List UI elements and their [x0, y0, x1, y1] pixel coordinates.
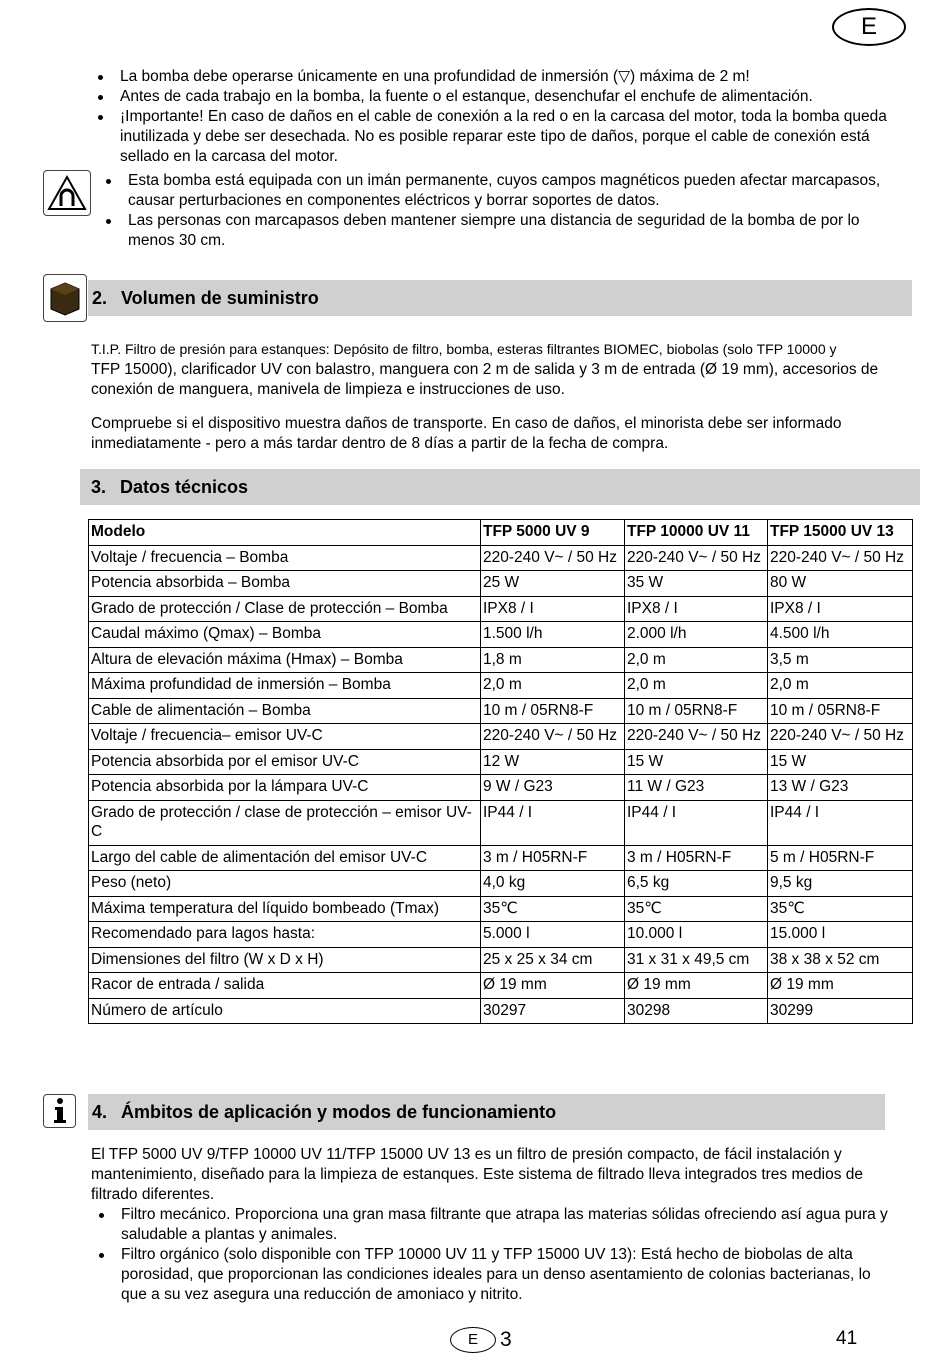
table-cell: 220-240 V~ / 50 Hz — [481, 724, 625, 750]
table-cell: Ø 19 mm — [625, 973, 768, 999]
table-cell: Recomendado para lagos hasta: — [89, 922, 481, 948]
table-row — [89, 596, 913, 622]
table-row — [89, 871, 913, 897]
table-row — [89, 896, 913, 922]
section-4-header — [88, 1094, 885, 1130]
list-item: Las personas con marcapasos deben mantener siempre una distancia de seguridad de la bomba de por lo menos 30 cm. — [100, 211, 900, 251]
delivery-contents — [91, 339, 913, 400]
table-cell: Racor de entrada / salida — [89, 973, 481, 999]
list-item: ¡Importante! En caso de daños en el cable de conexión a la red o en la carcasa del motor, toda la bomba queda inutilizada y debe ser desechada. No es posible reparar este tipo de daños, porque el cable de conexión está sellado en la carcasa del motor. — [92, 107, 912, 167]
table-cell: 35℃ — [625, 896, 768, 922]
table-cell: 220-240 V~ / 50 Hz — [768, 545, 913, 571]
table-cell: Largo del cable de alimentación del emisor UV-C — [89, 845, 481, 871]
table-header-cell: TFP 5000 UV 9 — [481, 520, 625, 546]
table-cell: 12 W — [481, 749, 625, 775]
table-cell: 2.000 l/h — [625, 622, 768, 648]
table-cell: Potencia absorbida – Bomba — [89, 571, 481, 597]
table-cell: 35℃ — [768, 896, 913, 922]
table-cell: 15 W — [625, 749, 768, 775]
table-row — [89, 998, 913, 1024]
table-cell: Altura de elevación máxima (Hmax) – Bomba — [89, 647, 481, 673]
table-cell: 5 m / H05RN-F — [768, 845, 913, 871]
list-item: Filtro orgánico (solo disponible con TFP 10000 UV 11 y TFP 15000 UV 13): Está hecho de biobolas de alta porosidad, que proporcionan las condiciones ideales para un denso asentamiento de colonias bacterianas, lo que a su vez asegura una reducción de amoniaco y nitrito. — [93, 1245, 898, 1305]
table-row — [89, 800, 913, 845]
table-cell: 31 x 31 x 49,5 cm — [625, 947, 768, 973]
table-cell: 10 m / 05RN8-F — [481, 698, 625, 724]
table-cell: 11 W / G23 — [625, 775, 768, 801]
transport-damage-text: Compruebe si el dispositivo muestra daños de transporte. En caso de daños, el minorista debe ser informado inmediatamente - pero a más tardar dentro de 8 días a partir de la fecha de compra. — [91, 415, 842, 452]
section-title: Datos técnicos — [120, 477, 249, 497]
table-cell: 3,5 m — [768, 647, 913, 673]
table-row — [89, 622, 913, 648]
table-cell: Ø 19 mm — [481, 973, 625, 999]
table-cell: Peso (neto) — [89, 871, 481, 897]
table-cell: Grado de protección / clase de protección – emisor UV-C — [89, 800, 481, 845]
table-cell: 35 W — [625, 571, 768, 597]
table-row — [89, 571, 913, 597]
table-header-cell: TFP 15000 UV 13 — [768, 520, 913, 546]
section-number: 2. — [92, 288, 108, 308]
table-cell: 220-240 V~ / 50 Hz — [625, 545, 768, 571]
table-cell: 3 m / H05RN-F — [481, 845, 625, 871]
filter-media-list — [93, 1205, 898, 1305]
table-cell: Potencia absorbida por el emisor UV-C — [89, 749, 481, 775]
table-row — [89, 922, 913, 948]
table-cell: Ø 19 mm — [768, 973, 913, 999]
applications-intro: El TFP 5000 UV 9/TFP 10000 UV 11/TFP 15000 UV 13 es un filtro de presión compacto, de fácil instalación y mantenimiento, diseñado para la limpieza de estanques. Este sistema de filtrado lleva integrados tres medios de filtrado diferentes. — [91, 1146, 863, 1203]
table-cell: IP44 / I — [768, 800, 913, 845]
table-header-row — [89, 520, 913, 546]
warning-list — [92, 67, 912, 167]
table-cell: 30299 — [768, 998, 913, 1024]
table-row — [89, 749, 913, 775]
table-row — [89, 673, 913, 699]
package-icon — [43, 274, 87, 322]
table-cell: Voltaje / frecuencia– emisor UV-C — [89, 724, 481, 750]
table-cell: 5.000 l — [481, 922, 625, 948]
table-cell: IPX8 / I — [768, 596, 913, 622]
section-title: Ámbitos de aplicación y modos de funcionamiento — [121, 1102, 557, 1122]
table-cell: 220-240 V~ / 50 Hz — [625, 724, 768, 750]
section-number: 4. — [92, 1102, 108, 1122]
table-cell: 9 W / G23 — [481, 775, 625, 801]
table-cell: 25 x 25 x 34 cm — [481, 947, 625, 973]
list-item: Filtro mecánico. Proporciona una gran masa filtrante que atrapa las materias sólidas ofreciendo así agua pura y saludable a plantas y animales. — [93, 1205, 898, 1245]
table-cell: 1,8 m — [481, 647, 625, 673]
delivery-text: TFP 15000), clarificador UV con balastro, manguera con 2 m de salida y 3 m de entrada (Ø 19 mm), accesorios de conexión de manguera, manivela de limpieza e instrucciones de uso. — [91, 361, 879, 398]
table-row — [89, 698, 913, 724]
list-item: Antes de cada trabajo en la bomba, la fuente o el estanque, desenchufar el enchufe de alimentación. — [92, 87, 912, 107]
table-cell: 2,0 m — [768, 673, 913, 699]
table-row — [89, 845, 913, 871]
table-row — [89, 947, 913, 973]
magnet-warning-icon — [43, 170, 91, 216]
table-cell: Potencia absorbida por la lámpara UV-C — [89, 775, 481, 801]
table-row — [89, 775, 913, 801]
table-row — [89, 973, 913, 999]
section-number: 3. — [91, 477, 107, 497]
table-cell: 3 m / H05RN-F — [625, 845, 768, 871]
table-cell: 1.500 l/h — [481, 622, 625, 648]
table-cell: Cable de alimentación – Bomba — [89, 698, 481, 724]
table-cell: 6,5 kg — [625, 871, 768, 897]
list-item: Esta bomba está equipada con un imán permanente, cuyos campos magnéticos pueden afectar marcapasos, causar perturbaciones en componentes eléctricos y borrar soportes de datos. — [100, 171, 900, 211]
table-cell: 15.000 l — [768, 922, 913, 948]
table-cell: IPX8 / I — [625, 596, 768, 622]
table-cell: IP44 / I — [481, 800, 625, 845]
info-icon — [43, 1094, 76, 1128]
table-cell: 80 W — [768, 571, 913, 597]
table-cell: 13 W / G23 — [768, 775, 913, 801]
table-cell: Número de artículo — [89, 998, 481, 1024]
table-cell: 30297 — [481, 998, 625, 1024]
table-cell: 30298 — [625, 998, 768, 1024]
section-3-header — [80, 469, 920, 505]
footer-language-badge: E — [450, 1327, 496, 1353]
table-cell: 10 m / 05RN8-F — [625, 698, 768, 724]
table-header-cell: TFP 10000 UV 11 — [625, 520, 768, 546]
table-cell: 220-240 V~ / 50 Hz — [768, 724, 913, 750]
table-cell: Caudal máximo (Qmax) – Bomba — [89, 622, 481, 648]
table-row — [89, 647, 913, 673]
table-cell: 38 x 38 x 52 cm — [768, 947, 913, 973]
technical-data-table — [88, 519, 913, 1024]
table-cell: 2,0 m — [625, 647, 768, 673]
table-cell: IPX8 / I — [481, 596, 625, 622]
table-cell: 9,5 kg — [768, 871, 913, 897]
table-row — [89, 545, 913, 571]
table-cell: Grado de protección / Clase de protección – Bomba — [89, 596, 481, 622]
triangle-symbol: ▽ — [618, 68, 630, 85]
section-2-header — [88, 280, 912, 316]
table-cell: 4.500 l/h — [768, 622, 913, 648]
list-item: La bomba debe operarse únicamente en una profundidad de inmersión (▽) máxima de 2 m! — [92, 67, 912, 87]
table-cell: IP44 / I — [625, 800, 768, 845]
table-cell: Máxima temperatura del líquido bombeado (Tmax) — [89, 896, 481, 922]
table-cell: Voltaje / frecuencia – Bomba — [89, 545, 481, 571]
table-cell: 10 m / 05RN8-F — [768, 698, 913, 724]
table-cell: 10.000 l — [625, 922, 768, 948]
table-header-cell: Modelo — [89, 520, 481, 546]
table-cell: 4,0 kg — [481, 871, 625, 897]
delivery-text-small: T.I.P. Filtro de presión para estanques: Depósito de filtro, bomba, esteras filtrantes BIOMEC, biobolas (solo TFP 10000 y — [91, 341, 837, 357]
table-cell: 35℃ — [481, 896, 625, 922]
table-cell: 2,0 m — [625, 673, 768, 699]
table-row — [89, 724, 913, 750]
section-title: Volumen de suministro — [121, 288, 319, 308]
table-cell: 220-240 V~ / 50 Hz — [481, 545, 625, 571]
table-cell: Dimensiones del filtro (W x D x H) — [89, 947, 481, 973]
table-cell: 2,0 m — [481, 673, 625, 699]
page-number: 41 — [836, 1328, 858, 1349]
magnet-warning-list — [100, 171, 900, 251]
table-cell: Máxima profundidad de inmersión – Bomba — [89, 673, 481, 699]
language-badge: E — [832, 8, 906, 46]
table-cell: 15 W — [768, 749, 913, 775]
table-cell: 25 W — [481, 571, 625, 597]
footer-section-number: 3 — [500, 1328, 512, 1351]
